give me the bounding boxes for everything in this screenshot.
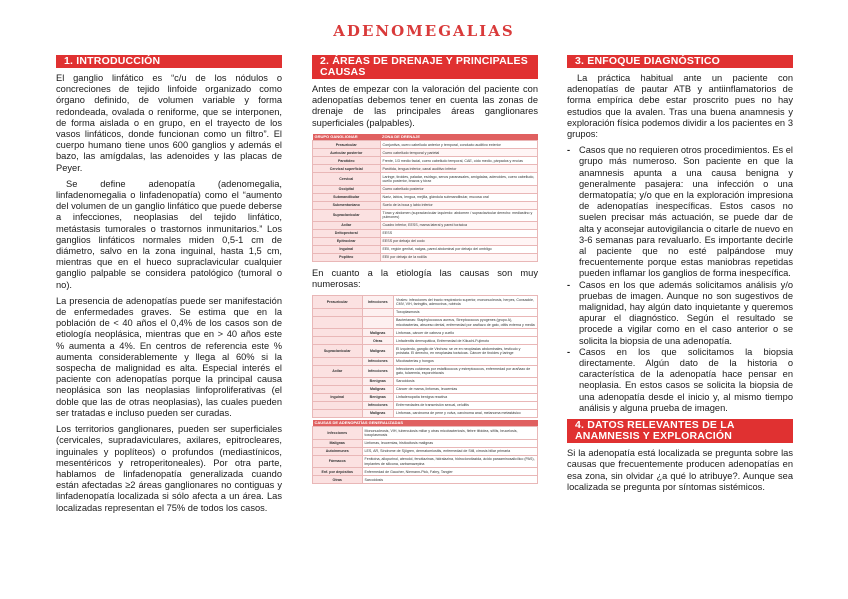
table-cell: Frente, 1/3 medio facial, cuero cabelludo temporal, CAE, oído medio, párpados y encías bbox=[380, 157, 538, 165]
drainage-table bbox=[312, 134, 538, 262]
table-cell: Malignas bbox=[362, 410, 394, 418]
table-cell: Deltopectoral bbox=[313, 230, 381, 238]
table-cell: Bacterianas: Staphylococcus aureus, Streptococcus pyogenes (grupo A), micobacterias, absceso dental, enfermedad por arañazo de gato, otitis externa y media bbox=[394, 316, 538, 328]
column-introduccion bbox=[56, 55, 282, 519]
table-cell: Sarcoidosis bbox=[394, 378, 538, 386]
table-cell bbox=[313, 329, 363, 337]
intro-paragraph-4: Los territorios ganglionares, pueden ser superficiales (cervicales, supradaviculares, axilares, epitrocleares, inguinales y poplíteos) o profundos (mediastínicos, mesentéricos y retroperitoneales). Por otra parte, hablamos de linfadenopatía generalizada cuando están afectadas ≥2 áreas ganglionares no contiguas y linfadenopatía localizada si sólo afecta a un área. Las localizadas representan el 75% de todos los casos. bbox=[56, 424, 282, 513]
table-cell: Linfomas, cáncer de cabeza y cuello bbox=[394, 329, 538, 337]
table-row bbox=[313, 141, 538, 149]
table-cell: Malignas bbox=[362, 386, 394, 394]
intro-paragraph-1: El ganglio linfático es “c/u de los nódulos o concreciones de tejido linfoide organizado como órgano definido, de volumen variable y forma redondeada, ovalada o reniforme, que se interponen, de forma aislada o en grupo, en el trayecto de los vasos linfáticos, donde funcionan como un filtro”. El cuerpo humano tiene unos 600 ganglios y además el bazo, las amígdalas, las adenoides y las placas de Peyer. bbox=[56, 73, 282, 173]
drainage-table-header: ZONA DE DRENAJE bbox=[380, 134, 538, 141]
table-cell: Poplíteo bbox=[313, 254, 381, 262]
list-item: - Casos en los que además solicitamos análisis y/o pruebas de imagen. Aunque no son sugestivos de malignidad, hay algún dato inquietante y queremos apurar el diagnóstico. Según el resultado se procede a vigilar como en el caso anterior o se solicita la biopsia de una adenopatía. bbox=[567, 279, 793, 346]
table-row bbox=[313, 165, 538, 173]
table-cell: Fármacos bbox=[313, 455, 363, 467]
table-cell: Cuadro inferior, EESS, mama lateral y pared torácica bbox=[380, 222, 538, 230]
table-row bbox=[313, 173, 538, 185]
table-row bbox=[313, 357, 538, 365]
table-row bbox=[313, 157, 538, 165]
table-cell: Sarcoidosis bbox=[362, 476, 538, 484]
table-row bbox=[313, 394, 538, 402]
table-row bbox=[313, 345, 538, 357]
table-cell: Infecciones bbox=[362, 402, 394, 410]
table-cell bbox=[313, 357, 363, 365]
table-cell: Cervical bbox=[313, 173, 381, 185]
table-cell: Infecciones bbox=[362, 357, 394, 365]
table-cell bbox=[313, 402, 363, 410]
table-cell: Submandibular bbox=[313, 193, 381, 201]
table-row bbox=[313, 410, 538, 418]
intro-paragraph-3: La presencia de adenopatías puede ser manifestación de enfermedades graves. Se estima que en la población de < 40 años el 0,4% de los casos son de etiología neoplásica, mientras que en > 40 años este % aumenta a 4%. En centros de referencia este % aumenta considerablemente y llega al 60% si la sospecha de malignidad es alta. Especial interés el paciente con adenopatías porque la principal causa neoplásica son las neoplasias linfoproliferativas (el doble que las de otras neoplasias), las cuales pueden ser tratadas e incluso pueden ser curadas. bbox=[56, 295, 282, 418]
table-cell: Preauricular bbox=[313, 296, 363, 308]
table-row bbox=[313, 468, 538, 476]
table-cell: Malignas bbox=[313, 439, 363, 447]
table-cell: Otras bbox=[362, 337, 394, 345]
table-cell bbox=[313, 316, 363, 328]
table-cell: EEII, región genital, nalgas, pared abdominal por debajo del ombligo bbox=[380, 246, 538, 254]
enfoque-paragraph-1: La práctica habitual ante un paciente con adenopatías de pautar ATB y antiinflamatorios de forma empírica debe estar proscrito pues no hay estudios que la avalen. Tras una buena anamnesis y exploración física podemos dividir a los pacientes en 3 grupos: bbox=[567, 73, 793, 140]
table-cell: Inguinal bbox=[313, 246, 381, 254]
table-cell: Enfermedades de transmisión sexual, celulitis bbox=[394, 402, 538, 410]
table-cell: Inguinal bbox=[313, 394, 363, 402]
table-row bbox=[313, 402, 538, 410]
table-cell bbox=[313, 386, 363, 394]
list-item: - Casos que no requieren otros procedimientos. Es el grupo más numeroso. Son paciente en que la anamnesis apunta a una causa benigna y generalmente pasajera: una infección o una dermatopatía; y/o que en la exploración impresiona de adenopatías inespecíficas. Estos casos no suelen precisar más actuación, se puede dar de alta y aconsejar autovigilancia o citarle de nuevo en 3-6 semanas para revaluarlo. Es importante decirle al paciente que no esté palpándose muy frecuentemente porque estas maniobras repetidas pueden inflamar los ganglios de forma inespecífica. bbox=[567, 145, 793, 279]
table-cell: Nariz, labios, lengua, mejilla, glándula submandibular, mucosa oral bbox=[380, 193, 538, 201]
table-cell: Malignas bbox=[362, 345, 394, 357]
table-cell: Virales: infecciones del tracto respiratorio superior, mononucleosis, herpes, Coxsackie, CMV, VIH, faringitis, adenovirus, rubéola bbox=[394, 296, 538, 308]
table-cell: Suelo de la boca y labio inferior bbox=[380, 201, 538, 209]
table-cell: Laringe, tiroides, paladar, esófago, senos paranasales, amígdalas, adenoides, cuero cabelludo, cuello posterior, brazos y tórax bbox=[380, 173, 538, 185]
table-cell: Autoinmunes bbox=[313, 447, 363, 455]
table-row bbox=[313, 439, 538, 447]
table-cell: Malignas bbox=[362, 329, 394, 337]
table-row bbox=[313, 230, 538, 238]
table-cell bbox=[362, 308, 394, 316]
table-row bbox=[313, 476, 538, 484]
table-cell: Mononucleosis, VIH, tuberculosis miliar y otras micobacteriosis, fiebre tifoidea, sífilis, brucelosis, toxoplasmosis bbox=[362, 427, 538, 439]
table-cell: Benignas bbox=[362, 394, 394, 402]
table-cell bbox=[313, 378, 363, 386]
table-cell: Benignas bbox=[362, 378, 394, 386]
table-cell: Auricular posterior bbox=[313, 149, 381, 157]
column-areas-drenaje bbox=[312, 55, 538, 490]
table-cell: Linfadenopatía benigna reactiva bbox=[394, 394, 538, 402]
table-cell: EEII por debajo de la rodilla bbox=[380, 254, 538, 262]
table-cell bbox=[313, 337, 363, 345]
section-heading-areas: 2. ÁREAS DE DRENAJE Y PRINCIPALES CAUSAS bbox=[312, 55, 538, 79]
section-heading-enfoque: 3. ENFOQUE DIAGNÓSTICO bbox=[567, 55, 793, 68]
table-cell: Occipital bbox=[313, 185, 381, 193]
table-cell: Enfermedad de Gaucher, Niemann-Pick, Fabry, Tangier bbox=[362, 468, 538, 476]
table-row bbox=[313, 296, 538, 308]
table-cell: Micobacterias y hongos bbox=[394, 357, 538, 365]
table-cell: Conjuntiva, cuero cabelludo anterior y temporal, conducto auditivo exterior bbox=[380, 141, 538, 149]
column-enfoque bbox=[567, 55, 793, 498]
table-row bbox=[313, 149, 538, 157]
table-row bbox=[313, 222, 538, 230]
table-cell: Axilar bbox=[313, 222, 381, 230]
section-heading-anamnesis: 4. DATOS RELEVANTES DE LA ANAMNESIS Y EXPLORACIÓN bbox=[567, 419, 793, 443]
etiology-table bbox=[312, 295, 538, 418]
table-row bbox=[313, 185, 538, 193]
table-cell: Linfadenitis dermopática, Enfermedad de Kikuchi-Fujimoto bbox=[394, 337, 538, 345]
intro-paragraph-2: Se define adenopatía (adenomegalia, linfadenomegalia o linfadenopatía) como el “aumento del volumen de un ganglio linfático que puede deberse a infecciones, neoplasias del tejido linfático, metástasis tumorales o trastornos inmunitarios.” Los ganglios linfáticos normales miden 0,5-1 cm de diámetro, salvo en la zona inguinal, hasta 1,5 cm, mientras que en el hueco supraclavicular cualquier ganglio palpable se considera patológico (tumoral o no). bbox=[56, 178, 282, 290]
table-cell: Axilar bbox=[313, 365, 363, 377]
generalized-causes-table bbox=[312, 420, 538, 484]
table-cell: EESS bbox=[380, 230, 538, 238]
table-cell: Epitroclear bbox=[313, 238, 381, 246]
table-cell: Supraclavicular bbox=[313, 209, 381, 221]
areas-paragraph-1: Antes de empezar con la valoración del paciente con adenopatías debemos tener en cuenta las zonas de drenaje de las principales áreas ganglionares superficiales (palpables). bbox=[312, 84, 538, 128]
table-cell: Tórax y abdomen (supraclavicular izquierdo: abdomen / supraclavicular derecho: mediastino y pulmones) bbox=[380, 209, 538, 221]
table-cell: Infecciones bbox=[313, 427, 363, 439]
generalized-causes-header: CAUSAS DE ADENOPATÍAS GENERALIZADAS bbox=[313, 420, 538, 427]
table-cell: Otras bbox=[313, 476, 363, 484]
table-cell: Cervical superficial bbox=[313, 165, 381, 173]
table-row bbox=[313, 201, 538, 209]
table-row bbox=[313, 316, 538, 328]
table-cell bbox=[362, 316, 394, 328]
table-cell: Fenitoína, allopurinol, atenolol, fenotiazinas, hidralazina, hidroclorotiazida, ácido paraaminosalicílico (PAS), implantes de silicona, carbamazepina bbox=[362, 455, 538, 467]
table-row bbox=[313, 378, 538, 386]
table-cell: Enf. por depósitos bbox=[313, 468, 363, 476]
table-cell: Cáncer de mama, linfomas, leucemias bbox=[394, 386, 538, 394]
table-cell: EESS por debajo del codo bbox=[380, 238, 538, 246]
anamnesis-paragraph: Si la adenopatía está localizada se pregunta sobre las causas que frecuentemente producen adenopatías en esa zona, sin olvidar ¿a qué lo atribuye?. Aunque sea localizada se pregunta por síntomas sistémicos. bbox=[567, 448, 793, 492]
section-heading-introduccion: 1. INTRODUCCIÓN bbox=[56, 55, 282, 68]
page-title: ADENOMEGALIAS bbox=[333, 22, 515, 40]
table-cell bbox=[313, 308, 363, 316]
table-row bbox=[313, 254, 538, 262]
table-cell: Parotídeo bbox=[313, 157, 381, 165]
table-cell: Infecciones cutáneas por estafilococos y estreptococos, enfermedad por arañazo de gato, tularemia, esporotricosis bbox=[394, 365, 538, 377]
table-cell: Cuero cabelludo temporal y parietal bbox=[380, 149, 538, 157]
table-cell: Infecciones bbox=[362, 296, 394, 308]
table-row bbox=[313, 193, 538, 201]
table-cell: LES, AR, Síndrome de Sjögren, dermatomiositis, enfermedad de Still, cirrosis biliar primaria bbox=[362, 447, 538, 455]
table-row bbox=[313, 386, 538, 394]
table-row bbox=[313, 329, 538, 337]
table-row bbox=[313, 238, 538, 246]
table-cell: El izquierdo, ganglio de Virchow: se ve en neoplasias abdominales, testículo y próstata. El derecho, en neoplasias torácicas. Cáncer de tiroides y laringe bbox=[394, 345, 538, 357]
table-cell bbox=[313, 410, 363, 418]
table-row bbox=[313, 308, 538, 316]
drainage-table-header: GRUPO GANGLIONAR bbox=[313, 134, 381, 141]
table-row bbox=[313, 337, 538, 345]
table-cell: Supraclavicular bbox=[313, 345, 363, 357]
table-cell: Linfomas, carcinoma de pene y vulva, carcinoma anal, melanoma metastásico bbox=[394, 410, 538, 418]
table-cell: Preauricular bbox=[313, 141, 381, 149]
table-cell: Parótida, lengua inferior, canal auditivo inferior bbox=[380, 165, 538, 173]
table-cell: Linfomas, leucemias, histiocitosis malignas bbox=[362, 439, 538, 447]
table-row bbox=[313, 209, 538, 221]
table-row bbox=[313, 455, 538, 467]
table-cell: Toxoplasmosis bbox=[394, 308, 538, 316]
table-cell: Cuero cabelludo posterior bbox=[380, 185, 538, 193]
table-row bbox=[313, 447, 538, 455]
list-item: - Casos en los que solicitamos la biopsia directamente. Algún dato de la historia o característica de la adenopatía hace pensar en neoplasia. En estos casos se solicita la biopsia de una adenopatía desde el inicio y, al mismo tiempo análisis y alguna prueba de imagen. bbox=[567, 346, 793, 413]
table-cell: Infecciones bbox=[362, 365, 394, 377]
table-row bbox=[313, 427, 538, 439]
table-row bbox=[313, 246, 538, 254]
areas-paragraph-2: En cuanto a la etiología las causas son muy numerosas: bbox=[312, 268, 538, 290]
patient-groups-list bbox=[567, 145, 793, 414]
table-cell: Submentoniano bbox=[313, 201, 381, 209]
table-row bbox=[313, 365, 538, 377]
